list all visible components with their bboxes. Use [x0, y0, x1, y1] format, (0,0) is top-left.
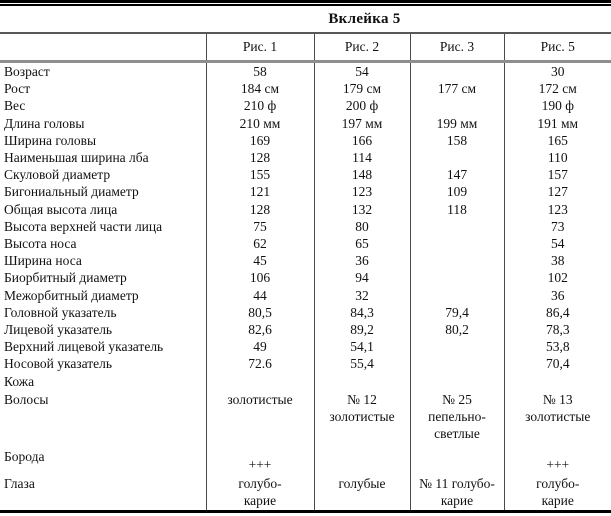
- header-ris-2: Рис. 2: [314, 33, 410, 62]
- cell-value: 200 ф: [314, 97, 410, 114]
- cell-value: 49: [206, 338, 314, 355]
- cell-value: 148: [314, 166, 410, 183]
- cell-value: [206, 474, 314, 512]
- row-label: Рост: [4, 81, 31, 97]
- cell-value: [410, 218, 504, 235]
- cell-value: [410, 448, 504, 474]
- table-body: [0, 62, 611, 512]
- cell-value: 123: [504, 201, 611, 218]
- cell-value: 106: [206, 269, 314, 286]
- cell-value: [410, 252, 504, 269]
- cell-value: 199 мм: [410, 115, 504, 132]
- cell-value: 191 мм: [504, 115, 611, 132]
- cell-value: 80: [314, 218, 410, 235]
- cell-value: 179 см: [314, 80, 410, 97]
- row-label: Межорбитный диаметр: [4, 287, 139, 303]
- cell-value: [314, 373, 410, 390]
- cell-value: [314, 390, 410, 448]
- cell-value: 73: [504, 218, 611, 235]
- cell-value: 210 ф: [206, 97, 314, 114]
- cell-value: [410, 355, 504, 372]
- cell-value: 38: [504, 252, 611, 269]
- cell-value: 36: [314, 252, 410, 269]
- row-label: Бигониальный диаметр: [4, 184, 139, 200]
- cell-value: [410, 390, 504, 448]
- cell-value: 127: [504, 183, 611, 200]
- row-label: Длина головы: [4, 115, 85, 131]
- table-row: [0, 269, 611, 286]
- cell-value: 58: [206, 62, 314, 81]
- table-row: [0, 218, 611, 235]
- cell-value: золотистые: [206, 390, 314, 448]
- cell-value: 110: [504, 149, 611, 166]
- cell-value: 32: [314, 287, 410, 304]
- cell-value: 210 мм: [206, 115, 314, 132]
- header-empty-cell: [0, 33, 206, 62]
- cell-line: № 11 голубо-: [419, 475, 495, 491]
- cell-value: [504, 390, 611, 448]
- table-title: Вклейка 5: [328, 11, 401, 27]
- row-label: Лицевой указатель: [4, 322, 113, 338]
- table-row: [0, 149, 611, 166]
- table-row: [0, 448, 611, 474]
- table-row: [0, 166, 611, 183]
- header-ris-3: Рис. 3: [410, 33, 504, 62]
- cell-value: 132: [314, 201, 410, 218]
- cell-value: 172 см: [504, 80, 611, 97]
- cell-value: 62: [206, 235, 314, 252]
- row-label: Волосы: [4, 391, 49, 407]
- table-row: [0, 287, 611, 304]
- cell-value: 65: [314, 235, 410, 252]
- row-label: Головной указатель: [4, 304, 117, 320]
- row-label: Глаза: [4, 475, 35, 491]
- cell-line: пепельно-: [428, 408, 486, 424]
- cell-value: 169: [206, 132, 314, 149]
- anthropometry-table: [0, 32, 611, 513]
- cell-value: 70,4: [504, 355, 611, 372]
- cell-value: 79,4: [410, 304, 504, 321]
- cell-value: 128: [206, 201, 314, 218]
- cell-value: 54: [504, 235, 611, 252]
- cell-value: 177 см: [410, 80, 504, 97]
- table-row: [0, 338, 611, 355]
- cell-value: 165: [504, 132, 611, 149]
- cell-value: 89,2: [314, 321, 410, 338]
- cell-value: 54,1: [314, 338, 410, 355]
- row-label: Скуловой диаметр: [4, 167, 111, 183]
- cell-value: 158: [410, 132, 504, 149]
- table-row: [0, 304, 611, 321]
- cell-value: [504, 474, 611, 512]
- cell-value: [410, 338, 504, 355]
- table-row: [0, 97, 611, 114]
- cell-value: +++: [206, 448, 314, 474]
- cell-value: 86,4: [504, 304, 611, 321]
- table-row: [0, 373, 611, 390]
- cell-line: светлые: [434, 425, 480, 441]
- cell-value: 55,4: [314, 355, 410, 372]
- cell-line: № 12: [347, 391, 377, 407]
- cell-value: 44: [206, 287, 314, 304]
- table-row: [0, 390, 611, 448]
- cell-line: голубо-: [536, 475, 580, 491]
- table-row: [0, 62, 611, 81]
- cell-value: [314, 448, 410, 474]
- cell-value: 102: [504, 269, 611, 286]
- row-label: Борода: [4, 448, 45, 464]
- cell-value: 155: [206, 166, 314, 183]
- cell-value: 45: [206, 252, 314, 269]
- row-label: Высота верхней части лица: [4, 218, 163, 234]
- table-row: [0, 474, 611, 512]
- cell-value: 80,5: [206, 304, 314, 321]
- row-label: Верхний лицевой указатель: [4, 339, 164, 355]
- cell-value: [410, 97, 504, 114]
- cell-line: золотистые: [329, 408, 395, 424]
- row-label: Возраст: [4, 64, 50, 79]
- cell-value: 94: [314, 269, 410, 286]
- cell-value: голубые: [314, 474, 410, 512]
- cell-value: [410, 373, 504, 390]
- table-row: [0, 355, 611, 372]
- table-row: [0, 321, 611, 338]
- cell-line: карие: [541, 493, 574, 509]
- row-label: Высота носа: [4, 236, 77, 252]
- cell-value: 82,6: [206, 321, 314, 338]
- cell-value: 72.6: [206, 355, 314, 372]
- cell-value: [410, 235, 504, 252]
- table-row: [0, 183, 611, 200]
- cell-value: [206, 373, 314, 390]
- row-label: Биорбитный диаметр: [4, 270, 127, 286]
- cell-value: 53,8: [504, 338, 611, 355]
- cell-value: 121: [206, 183, 314, 200]
- cell-value: 75: [206, 218, 314, 235]
- header-ris-1: Рис. 1: [206, 33, 314, 62]
- cell-line: карие: [243, 493, 277, 509]
- table-row: [0, 252, 611, 269]
- cell-value: 80,2: [410, 321, 504, 338]
- table-row: [0, 115, 611, 132]
- cell-value: [410, 269, 504, 286]
- cell-value: 84,3: [314, 304, 410, 321]
- cell-value: 36: [504, 287, 611, 304]
- cell-value: 114: [314, 149, 410, 166]
- cell-value: 109: [410, 183, 504, 200]
- cell-value: 128: [206, 149, 314, 166]
- cell-value: [410, 287, 504, 304]
- row-label: Кожа: [4, 373, 35, 389]
- header-row: [0, 33, 611, 62]
- cell-line: № 25: [442, 391, 472, 407]
- cell-value: 30: [504, 62, 611, 81]
- row-label: Наименьшая ширина лба: [4, 150, 149, 166]
- cell-value: 190 ф: [504, 97, 611, 114]
- table-row: [0, 80, 611, 97]
- cell-value: [410, 474, 504, 512]
- cell-value: 197 мм: [314, 115, 410, 132]
- cell-value: [410, 149, 504, 166]
- cell-value: 147: [410, 166, 504, 183]
- cell-value: +++: [504, 448, 611, 474]
- row-label: Вес: [4, 98, 26, 114]
- row-label: Общая высота лица: [4, 201, 118, 217]
- cell-value: 118: [410, 201, 504, 218]
- row-label: Ширина носа: [4, 253, 82, 269]
- cell-value: 157: [504, 166, 611, 183]
- cell-value: 123: [314, 183, 410, 200]
- header-ris-5: Рис. 5: [504, 33, 611, 62]
- cell-line: голубо-: [238, 475, 282, 491]
- cell-line: № 13: [542, 391, 573, 407]
- cell-value: 184 см: [206, 80, 314, 97]
- cell-line: золотистые: [525, 408, 591, 424]
- cell-line: карие: [440, 493, 474, 509]
- row-label: Носовой указатель: [4, 356, 113, 372]
- table-row: [0, 201, 611, 218]
- cell-value: 78,3: [504, 321, 611, 338]
- cell-value: [410, 62, 504, 81]
- cell-value: [504, 373, 611, 390]
- table-row: [0, 132, 611, 149]
- cell-value: 166: [314, 132, 410, 149]
- row-label: Ширина головы: [4, 132, 97, 148]
- cell-value: 54: [314, 62, 410, 81]
- table-row: [0, 235, 611, 252]
